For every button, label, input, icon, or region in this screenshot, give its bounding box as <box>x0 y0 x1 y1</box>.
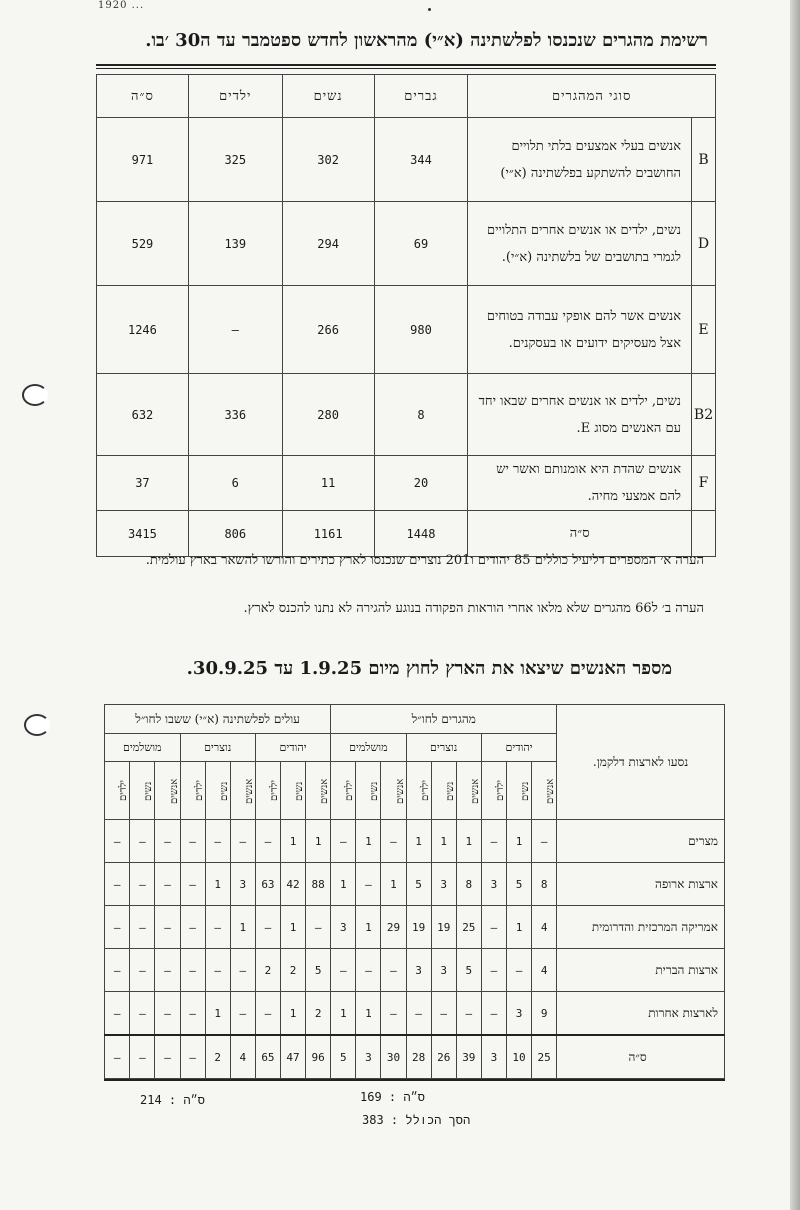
women-value: 302 <box>282 118 374 202</box>
cell-value: — <box>356 863 381 906</box>
cell-value: 5 <box>456 949 481 992</box>
total-value: 26 <box>431 1035 456 1079</box>
col-header-type: סוגי המהגרים <box>468 75 716 118</box>
cell-value: — <box>155 820 180 863</box>
total-value: 65 <box>255 1035 280 1079</box>
men-value: 344 <box>374 118 468 202</box>
cell-value: 1 <box>331 863 356 906</box>
men-value: 20 <box>374 456 468 511</box>
cell-value: — <box>105 863 130 906</box>
cell-value: — <box>105 992 130 1036</box>
cell-value: 1 <box>506 820 531 863</box>
immigrants-table <box>96 74 716 557</box>
total-value: 30 <box>381 1035 406 1079</box>
cell-value: — <box>381 992 406 1036</box>
type-description: נשים, ילדים או אנשים אחרים התלויים לגמרי בתושבים של בלשתינה (א״י). <box>468 202 692 286</box>
subcol-label: אנשים <box>243 777 255 804</box>
subcol-label: ילדים <box>344 780 356 801</box>
cell-value: 1 <box>306 820 331 863</box>
cell-value: — <box>105 820 130 863</box>
group-emigrants: מהגרים לחו״ל <box>331 705 557 734</box>
subcol-header <box>532 762 557 820</box>
cell-value: 3 <box>431 863 456 906</box>
cell-value: — <box>155 906 180 949</box>
country-label: ארצות הברית <box>557 949 725 992</box>
cell-value: — <box>130 992 155 1036</box>
cell-value: 3 <box>230 863 255 906</box>
subcol-label: נשים <box>294 780 306 801</box>
cell-value: 1 <box>356 992 381 1036</box>
ink-dot <box>428 8 431 11</box>
subcol-header <box>356 762 381 820</box>
total-value: — <box>155 1035 180 1079</box>
subcol-label: אנשים <box>394 777 406 804</box>
cell-value: — <box>381 820 406 863</box>
page-edge <box>790 0 800 1210</box>
men-value: 8 <box>374 374 468 456</box>
subcol-header <box>130 762 155 820</box>
subcol-header <box>306 762 331 820</box>
emigrants-table <box>104 704 725 1079</box>
children-total: 806 <box>188 511 282 557</box>
col-header-women: נשים <box>282 75 374 118</box>
cell-value: — <box>180 863 205 906</box>
subcol-header <box>481 762 506 820</box>
cell-value: 1 <box>230 906 255 949</box>
title-emigrants: מספר האנשים שיצאו את הארץ לחוץ מיום 1.9.25 עד 30.9.25. <box>186 658 672 679</box>
cell-value: 9 <box>532 992 557 1036</box>
subcol-header <box>230 762 255 820</box>
total-label: ס״ה <box>557 1035 725 1079</box>
table-row <box>97 118 716 202</box>
cell-value: 1 <box>205 863 230 906</box>
men-total: 1448 <box>374 511 468 557</box>
cell-value: — <box>481 949 506 992</box>
cell-value: — <box>180 820 205 863</box>
children-value: — <box>188 286 282 374</box>
table-row <box>105 949 725 992</box>
cell-value: — <box>105 906 130 949</box>
cell-value: — <box>456 992 481 1036</box>
children-value: 6 <box>188 456 282 511</box>
cell-value: 1 <box>456 820 481 863</box>
cell-value: — <box>406 992 431 1036</box>
total-value: 3 <box>481 1035 506 1079</box>
cell-value: 3 <box>431 949 456 992</box>
subcol-label: ילדים <box>419 780 431 801</box>
subcol-header <box>431 762 456 820</box>
cell-value: — <box>356 949 381 992</box>
women-total: 1161 <box>282 511 374 557</box>
cell-value: 29 <box>381 906 406 949</box>
title-immigrants: רשימת מהגרים שנכנסו לפלשתינה (א״י) מהראשון לחדש ספטמבר עד ה30 ׳בו. <box>145 30 708 51</box>
group-returning: עולים לפלשתינה (א״י) ששבו לחו״ל <box>105 705 331 734</box>
subcol-header <box>205 762 230 820</box>
country-label: ארצות ארופה <box>557 863 725 906</box>
religion-jews: יהודים <box>255 734 330 762</box>
cell-value: 88 <box>306 863 331 906</box>
table-total-row <box>97 511 716 557</box>
cell-value: 5 <box>406 863 431 906</box>
total-value: 632 <box>97 374 189 456</box>
cell-value: 4 <box>532 906 557 949</box>
religion-muslims: מושלמים <box>105 734 181 762</box>
total-value: 25 <box>532 1035 557 1079</box>
table-row <box>105 820 725 863</box>
total-value: 2 <box>205 1035 230 1079</box>
cell-value: 1 <box>331 992 356 1036</box>
subcol-label: ילדים <box>269 780 280 801</box>
women-value: 266 <box>282 286 374 374</box>
cell-value: 42 <box>281 863 306 906</box>
cell-value: 8 <box>456 863 481 906</box>
note-a: הערה א׳ המספרים דליעיל כוללים 85 יהודים ו201 נוצרים שנכנסו לארץ כתירים והורשו להשאר בארץ עולמית. <box>145 553 704 568</box>
cell-value: 1 <box>281 906 306 949</box>
total-value: 3 <box>356 1035 381 1079</box>
cell-value: — <box>532 820 557 863</box>
subcol-header <box>155 762 180 820</box>
table-row <box>97 202 716 286</box>
cell-value: 1 <box>356 820 381 863</box>
cell-value: 1 <box>281 820 306 863</box>
cell-value: 2 <box>255 949 280 992</box>
type-code: D <box>692 202 716 286</box>
subcol-header <box>456 762 481 820</box>
cell-value: 19 <box>406 906 431 949</box>
total-value: 529 <box>97 202 189 286</box>
subcol-label: ילדים <box>494 780 506 801</box>
total-value: 28 <box>406 1035 431 1079</box>
cell-value: — <box>230 949 255 992</box>
subcol-header <box>381 762 406 820</box>
cell-value: — <box>130 820 155 863</box>
cell-value: — <box>180 949 205 992</box>
cell-value: — <box>130 906 155 949</box>
cell-value: 1 <box>431 820 456 863</box>
total-value: 10 <box>506 1035 531 1079</box>
religion-muslims: מושלמים <box>331 734 406 762</box>
total-value: 4 <box>230 1035 255 1079</box>
punch-hole-icon <box>22 384 48 406</box>
cell-value: 63 <box>255 863 280 906</box>
subcol-label: ילדים <box>193 780 205 801</box>
total-value: 1246 <box>97 286 189 374</box>
cell-value: — <box>130 949 155 992</box>
subcol-label: נשים <box>369 780 381 801</box>
cell-value: — <box>481 820 506 863</box>
col-header-children: ילדים <box>188 75 282 118</box>
subcol-label: נשים <box>218 780 230 801</box>
table-row <box>97 456 716 511</box>
cell-value: — <box>255 906 280 949</box>
cell-value: — <box>230 820 255 863</box>
cell-value: — <box>205 949 230 992</box>
cell-value: — <box>481 992 506 1036</box>
cell-value: 1 <box>356 906 381 949</box>
cell-value: 1 <box>281 992 306 1036</box>
cell-value: — <box>255 992 280 1036</box>
cell-value: — <box>381 949 406 992</box>
children-value: 336 <box>188 374 282 456</box>
subcol-header <box>281 762 306 820</box>
type-code: B <box>692 118 716 202</box>
total-value: — <box>180 1035 205 1079</box>
cell-value: 25 <box>456 906 481 949</box>
note-b: הערה ב׳ ל66 מהגרים שלא מלאו אחרי הוראות הפקודה בנוגע להגירה לא נתנו להכנס לארץ. <box>243 601 704 616</box>
total-value: 971 <box>97 118 189 202</box>
cell-value: — <box>155 992 180 1036</box>
total-label: ס״ה <box>468 511 692 557</box>
subcol-label: אנשים <box>469 777 481 804</box>
cell-value: 3 <box>481 863 506 906</box>
sum-emigrants: ס״ה : 169 <box>360 1090 425 1104</box>
subcol-label: אנשים <box>545 777 557 804</box>
subcol-label: נשים <box>520 780 532 801</box>
cell-value: — <box>506 949 531 992</box>
total-value: 47 <box>281 1035 306 1079</box>
cell-value: 5 <box>306 949 331 992</box>
cell-value: 8 <box>532 863 557 906</box>
table-total-row <box>105 1035 725 1079</box>
cell-value: — <box>431 992 456 1036</box>
total-value: 5 <box>331 1035 356 1079</box>
subcol-header <box>406 762 431 820</box>
cell-value: 5 <box>506 863 531 906</box>
type-code: B2 <box>692 374 716 456</box>
cell-value: 3 <box>406 949 431 992</box>
title-rule <box>96 64 716 66</box>
children-value: 325 <box>188 118 282 202</box>
cell-value: 1 <box>506 906 531 949</box>
type-description: נשים, ילדים או אנשים אחרים שבאו יחד עם האנשים מסוג E. <box>468 374 692 456</box>
type-description: אנשים אשר להם אופקי עבודה בטוחים אצל מעסיקים ידועים או בעסקנים. <box>468 286 692 374</box>
cell-value: — <box>230 992 255 1036</box>
country-label: אמריקה המרכזית והדרומית <box>557 906 725 949</box>
cell-value: — <box>105 949 130 992</box>
country-label: לארצות אחרות <box>557 992 725 1036</box>
table-row <box>105 906 725 949</box>
men-value: 980 <box>374 286 468 374</box>
cell-value: 3 <box>506 992 531 1036</box>
sum-returning: ס״ה : 214 <box>140 1093 205 1107</box>
total-value: — <box>105 1035 130 1079</box>
col-header-total: ס״ה <box>97 75 189 118</box>
religion-christians: נוצרים <box>406 734 481 762</box>
cell-value: — <box>155 949 180 992</box>
table-header-row <box>97 75 716 118</box>
subcol-header <box>506 762 531 820</box>
subcol-label: נשים <box>143 780 155 801</box>
children-value: 139 <box>188 202 282 286</box>
table-row <box>105 992 725 1036</box>
type-description: אנשים שהדת היא אומנותם ואשר יש להם אמצעי מחיה. <box>468 456 692 511</box>
cell-value: 2 <box>306 992 331 1036</box>
cell-value: — <box>180 906 205 949</box>
subcol-header <box>180 762 205 820</box>
type-code: F <box>692 456 716 511</box>
row-header: נסעו לארצות דלקמן. <box>557 705 725 820</box>
cell-value: 1 <box>381 863 406 906</box>
cell-value: — <box>205 820 230 863</box>
subcol-header <box>331 762 356 820</box>
total-value: 96 <box>306 1035 331 1079</box>
cell-value: 2 <box>281 949 306 992</box>
cell-value: 1 <box>406 820 431 863</box>
cell-value: 3 <box>331 906 356 949</box>
table-row <box>105 863 725 906</box>
total-value: 37 <box>97 456 189 511</box>
type-code: E <box>692 286 716 374</box>
cell-value: — <box>180 992 205 1036</box>
cell-value: — <box>155 863 180 906</box>
table-row <box>97 374 716 456</box>
top-fragment: 1920 ... <box>98 0 145 11</box>
women-value: 294 <box>282 202 374 286</box>
cell-value: 4 <box>532 949 557 992</box>
col-header-men: גברים <box>374 75 468 118</box>
cell-value: — <box>331 949 356 992</box>
country-label: מצרים <box>557 820 725 863</box>
cell-value: — <box>331 820 356 863</box>
religion-jews: יהודים <box>481 734 556 762</box>
grand-total: 3415 <box>97 511 189 557</box>
women-value: 280 <box>282 374 374 456</box>
punch-hole-icon <box>24 714 50 736</box>
cell-value: — <box>205 906 230 949</box>
subcol-header <box>105 762 130 820</box>
title-rule-thin <box>96 68 716 69</box>
subcol-header <box>255 762 280 820</box>
subcol-label: אנשים <box>168 777 180 804</box>
table-row <box>97 286 716 374</box>
cell-value: — <box>130 863 155 906</box>
total-value: — <box>130 1035 155 1079</box>
subcol-label: נשים <box>444 780 456 801</box>
women-value: 11 <box>282 456 374 511</box>
type-description: אנשים בעלי אמצעים בלתי תלויים החושבים להשתקע בפלשתינה (א״י) <box>468 118 692 202</box>
cell-value: — <box>255 820 280 863</box>
subcol-label: ילדים <box>118 780 130 801</box>
table-bottom-rule <box>104 1079 725 1081</box>
cell-value: — <box>306 906 331 949</box>
total-value: 39 <box>456 1035 481 1079</box>
cell-value: 19 <box>431 906 456 949</box>
cell-value: — <box>481 906 506 949</box>
grand-total-line: הסך הכולל : 383 <box>362 1113 471 1127</box>
cell-value: 1 <box>205 992 230 1036</box>
men-value: 69 <box>374 202 468 286</box>
subcol-label: אנשים <box>319 777 331 804</box>
religion-christians: נוצרים <box>180 734 255 762</box>
